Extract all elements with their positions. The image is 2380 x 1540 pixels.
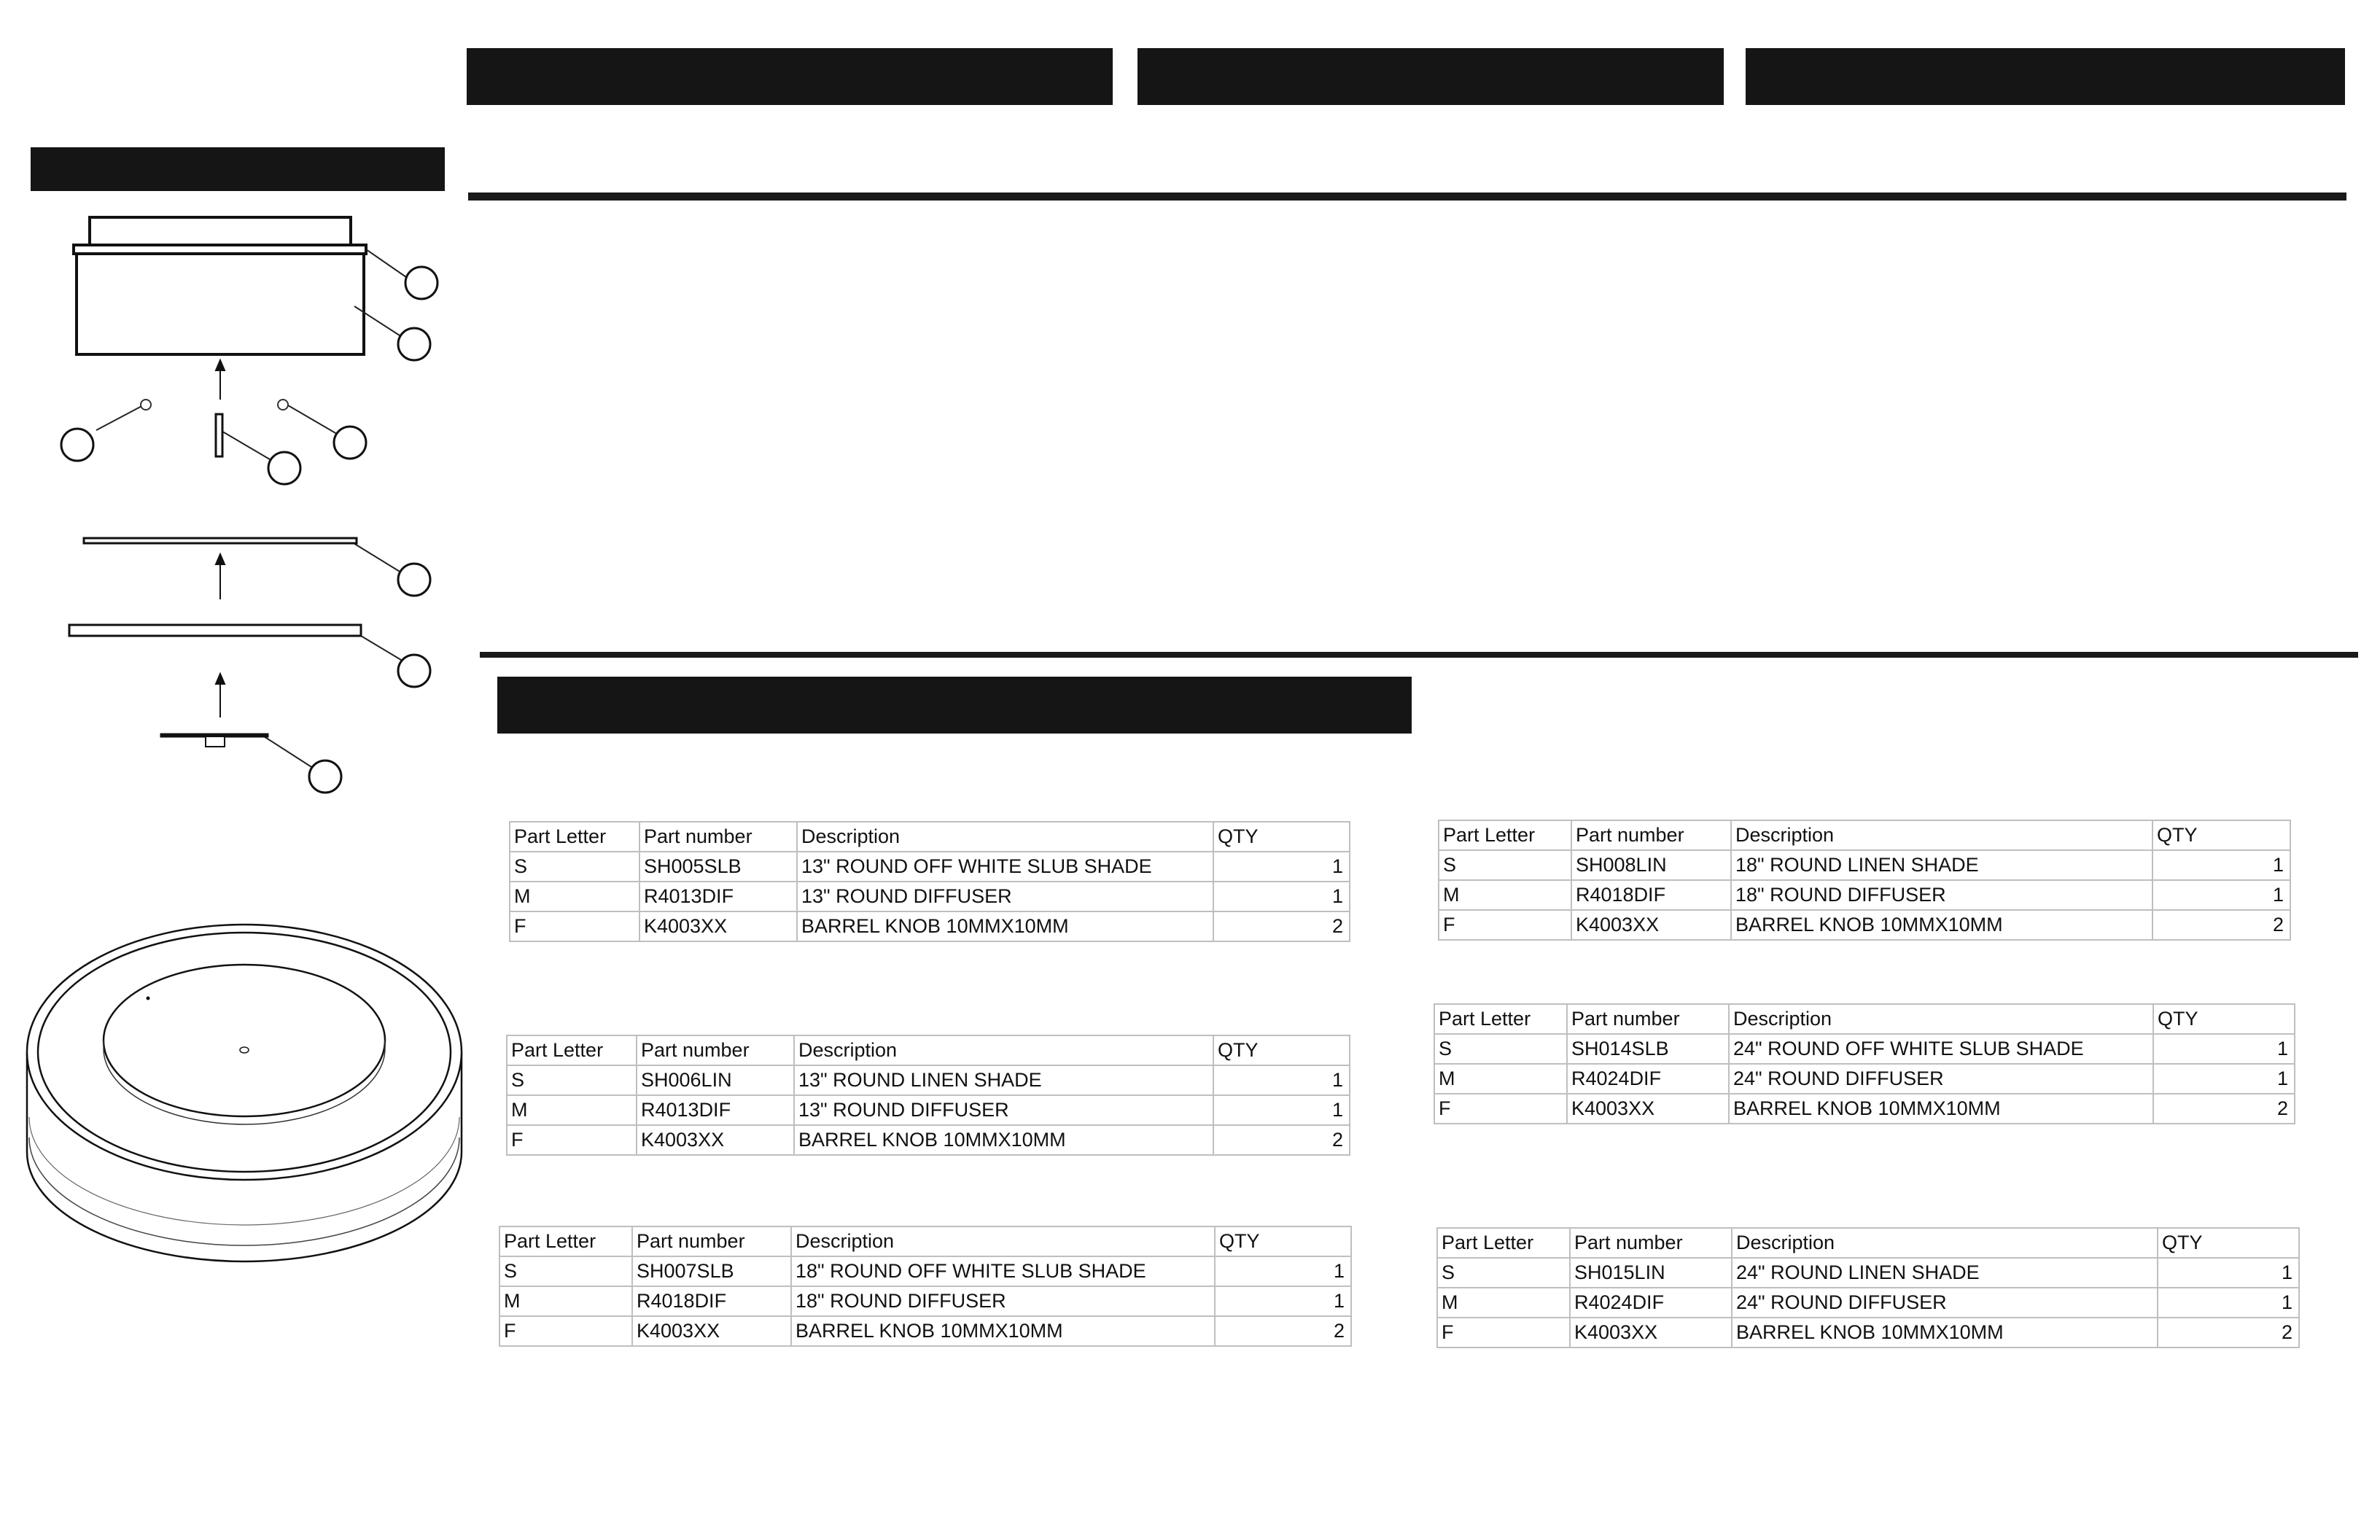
parts-table-18-slub <box>499 1226 1352 1347</box>
description-cell: BARREL KNOB 10MMX10MM <box>794 1125 1213 1155</box>
part-number-cell: K4003XX <box>639 911 797 941</box>
header-bar-2 <box>1138 48 1724 105</box>
qty-cell: 2 <box>1213 911 1350 941</box>
qty-cell: 1 <box>2158 1258 2299 1288</box>
header-part-letter: Part Letter <box>507 1035 637 1065</box>
table-row <box>1434 1064 2295 1094</box>
table-header-row <box>1434 1004 2295 1034</box>
table-row <box>1437 1258 2299 1288</box>
header-description: Description <box>1731 820 2152 850</box>
middle-divider <box>480 652 2358 658</box>
description-cell: BARREL KNOB 10MMX10MM <box>1731 910 2152 940</box>
header-part-letter: Part Letter <box>1434 1004 1567 1034</box>
table-row <box>1437 1318 2299 1348</box>
header-bar-1 <box>467 48 1113 105</box>
description-cell: 13" ROUND DIFFUSER <box>794 1095 1213 1125</box>
header-qty: QTY <box>1213 822 1350 852</box>
part-number-cell: K4003XX <box>637 1125 794 1155</box>
description-cell: 18" ROUND DIFFUSER <box>1731 880 2152 910</box>
description-cell: 13" ROUND DIFFUSER <box>797 882 1213 911</box>
description-cell: BARREL KNOB 10MMX10MM <box>791 1316 1215 1346</box>
header-part-number: Part number <box>639 822 797 852</box>
qty-cell: 2 <box>2153 1094 2295 1124</box>
parts-list-title-bar <box>497 677 1412 734</box>
description-cell: 13" ROUND LINEN SHADE <box>794 1065 1213 1095</box>
part-letter-cell: S <box>499 1256 632 1286</box>
qty-cell: 1 <box>2152 880 2290 910</box>
part-letter-cell: S <box>510 852 639 882</box>
header-part-letter: Part Letter <box>1437 1228 1570 1258</box>
table-row <box>510 882 1350 911</box>
header-part-letter: Part Letter <box>1439 820 1571 850</box>
header-part-number: Part number <box>637 1035 794 1065</box>
part-letter-cell: F <box>507 1125 637 1155</box>
part-number-cell: K4003XX <box>1571 910 1731 940</box>
part-number-cell: SH015LIN <box>1570 1258 1732 1288</box>
table-row <box>1439 850 2290 880</box>
top-divider <box>468 192 2346 201</box>
part-letter-cell: F <box>499 1316 632 1346</box>
table-header-row <box>510 822 1350 852</box>
qty-cell: 2 <box>2158 1318 2299 1348</box>
part-letter-cell: S <box>1437 1258 1570 1288</box>
qty-cell: 1 <box>1213 1065 1350 1095</box>
part-number-cell: K4003XX <box>632 1316 791 1346</box>
qty-cell: 1 <box>2158 1288 2299 1318</box>
header-description: Description <box>1732 1228 2158 1258</box>
parts-table-24-linen <box>1436 1227 2300 1348</box>
table-row <box>499 1316 1351 1346</box>
description-cell: 18" ROUND LINEN SHADE <box>1731 850 2152 880</box>
part-letter-cell: S <box>1434 1034 1567 1064</box>
part-letter-cell: F <box>510 911 639 941</box>
header-qty: QTY <box>2152 820 2290 850</box>
header-qty: QTY <box>1215 1226 1351 1256</box>
header-part-letter: Part Letter <box>510 822 639 852</box>
table-header-row <box>499 1226 1351 1256</box>
part-number-cell: R4013DIF <box>637 1095 794 1125</box>
qty-cell: 1 <box>1215 1256 1351 1286</box>
part-letter-cell: M <box>1439 880 1571 910</box>
qty-cell: 1 <box>1213 852 1350 882</box>
description-cell: 24" ROUND OFF WHITE SLUB SHADE <box>1729 1034 2153 1064</box>
description-cell: 24" ROUND DIFFUSER <box>1729 1064 2153 1094</box>
parts-table-24-slub <box>1434 1003 2295 1124</box>
part-number-cell: R4018DIF <box>632 1286 791 1316</box>
table-row <box>499 1256 1351 1286</box>
table-header-row <box>1439 820 2290 850</box>
description-cell: BARREL KNOB 10MMX10MM <box>1729 1094 2153 1124</box>
description-cell: 18" ROUND DIFFUSER <box>791 1286 1215 1316</box>
part-number-cell: R4013DIF <box>639 882 797 911</box>
table-row <box>1439 910 2290 940</box>
qty-cell: 1 <box>1215 1286 1351 1316</box>
header-qty: QTY <box>2153 1004 2295 1034</box>
table-header-row <box>1437 1228 2299 1258</box>
part-letter-cell: M <box>507 1095 637 1125</box>
part-letter-cell: F <box>1434 1094 1567 1124</box>
part-letter-cell: F <box>1439 910 1571 940</box>
drum-shade-illustration <box>0 0 474 1312</box>
part-number-cell: K4003XX <box>1570 1318 1732 1348</box>
header-qty: QTY <box>1213 1035 1350 1065</box>
header-part-letter: Part Letter <box>499 1226 632 1256</box>
description-cell: 24" ROUND LINEN SHADE <box>1732 1258 2158 1288</box>
table-row <box>510 852 1350 882</box>
qty-cell: 1 <box>1213 1095 1350 1125</box>
part-letter-cell: F <box>1437 1318 1570 1348</box>
part-number-cell: R4024DIF <box>1567 1064 1729 1094</box>
qty-cell: 1 <box>2152 850 2290 880</box>
table-row <box>1437 1288 2299 1318</box>
description-cell: BARREL KNOB 10MMX10MM <box>797 911 1213 941</box>
qty-cell: 2 <box>1215 1316 1351 1346</box>
part-number-cell: R4024DIF <box>1570 1288 1732 1318</box>
table-row <box>507 1065 1350 1095</box>
part-letter-cell: M <box>510 882 639 911</box>
table-row <box>507 1095 1350 1125</box>
description-cell: 24" ROUND DIFFUSER <box>1732 1288 2158 1318</box>
description-cell: BARREL KNOB 10MMX10MM <box>1732 1318 2158 1348</box>
table-row <box>1434 1094 2295 1124</box>
header-description: Description <box>1729 1004 2153 1034</box>
parts-table-13-linen <box>506 1035 1350 1156</box>
header-part-number: Part number <box>1571 820 1731 850</box>
description-cell: 13" ROUND OFF WHITE SLUB SHADE <box>797 852 1213 882</box>
header-part-number: Part number <box>632 1226 791 1256</box>
header-description: Description <box>797 822 1213 852</box>
part-number-cell: R4018DIF <box>1571 880 1731 910</box>
part-letter-cell: M <box>1434 1064 1567 1094</box>
header-part-number: Part number <box>1570 1228 1732 1258</box>
part-number-cell: SH005SLB <box>639 852 797 882</box>
table-header-row <box>507 1035 1350 1065</box>
qty-cell: 1 <box>1213 882 1350 911</box>
part-number-cell: K4003XX <box>1567 1094 1729 1124</box>
table-row <box>507 1125 1350 1155</box>
table-row <box>510 911 1350 941</box>
header-bar-3 <box>1746 48 2345 105</box>
qty-cell: 1 <box>2153 1034 2295 1064</box>
part-letter-cell: S <box>1439 850 1571 880</box>
table-row <box>1439 880 2290 910</box>
part-number-cell: SH008LIN <box>1571 850 1731 880</box>
part-letter-cell: M <box>499 1286 632 1316</box>
part-number-cell: SH007SLB <box>632 1256 791 1286</box>
part-number-cell: SH006LIN <box>637 1065 794 1095</box>
qty-cell: 2 <box>2152 910 2290 940</box>
description-cell: 18" ROUND OFF WHITE SLUB SHADE <box>791 1256 1215 1286</box>
qty-cell: 2 <box>1213 1125 1350 1155</box>
parts-table-18-linen <box>1438 820 2291 941</box>
part-letter-cell: S <box>507 1065 637 1095</box>
part-number-cell: SH014SLB <box>1567 1034 1729 1064</box>
header-description: Description <box>791 1226 1215 1256</box>
table-row <box>1434 1034 2295 1064</box>
header-part-number: Part number <box>1567 1004 1729 1034</box>
header-description: Description <box>794 1035 1213 1065</box>
table-row <box>499 1286 1351 1316</box>
part-letter-cell: M <box>1437 1288 1570 1318</box>
header-qty: QTY <box>2158 1228 2299 1258</box>
parts-table-13-slub <box>509 821 1350 942</box>
qty-cell: 1 <box>2153 1064 2295 1094</box>
